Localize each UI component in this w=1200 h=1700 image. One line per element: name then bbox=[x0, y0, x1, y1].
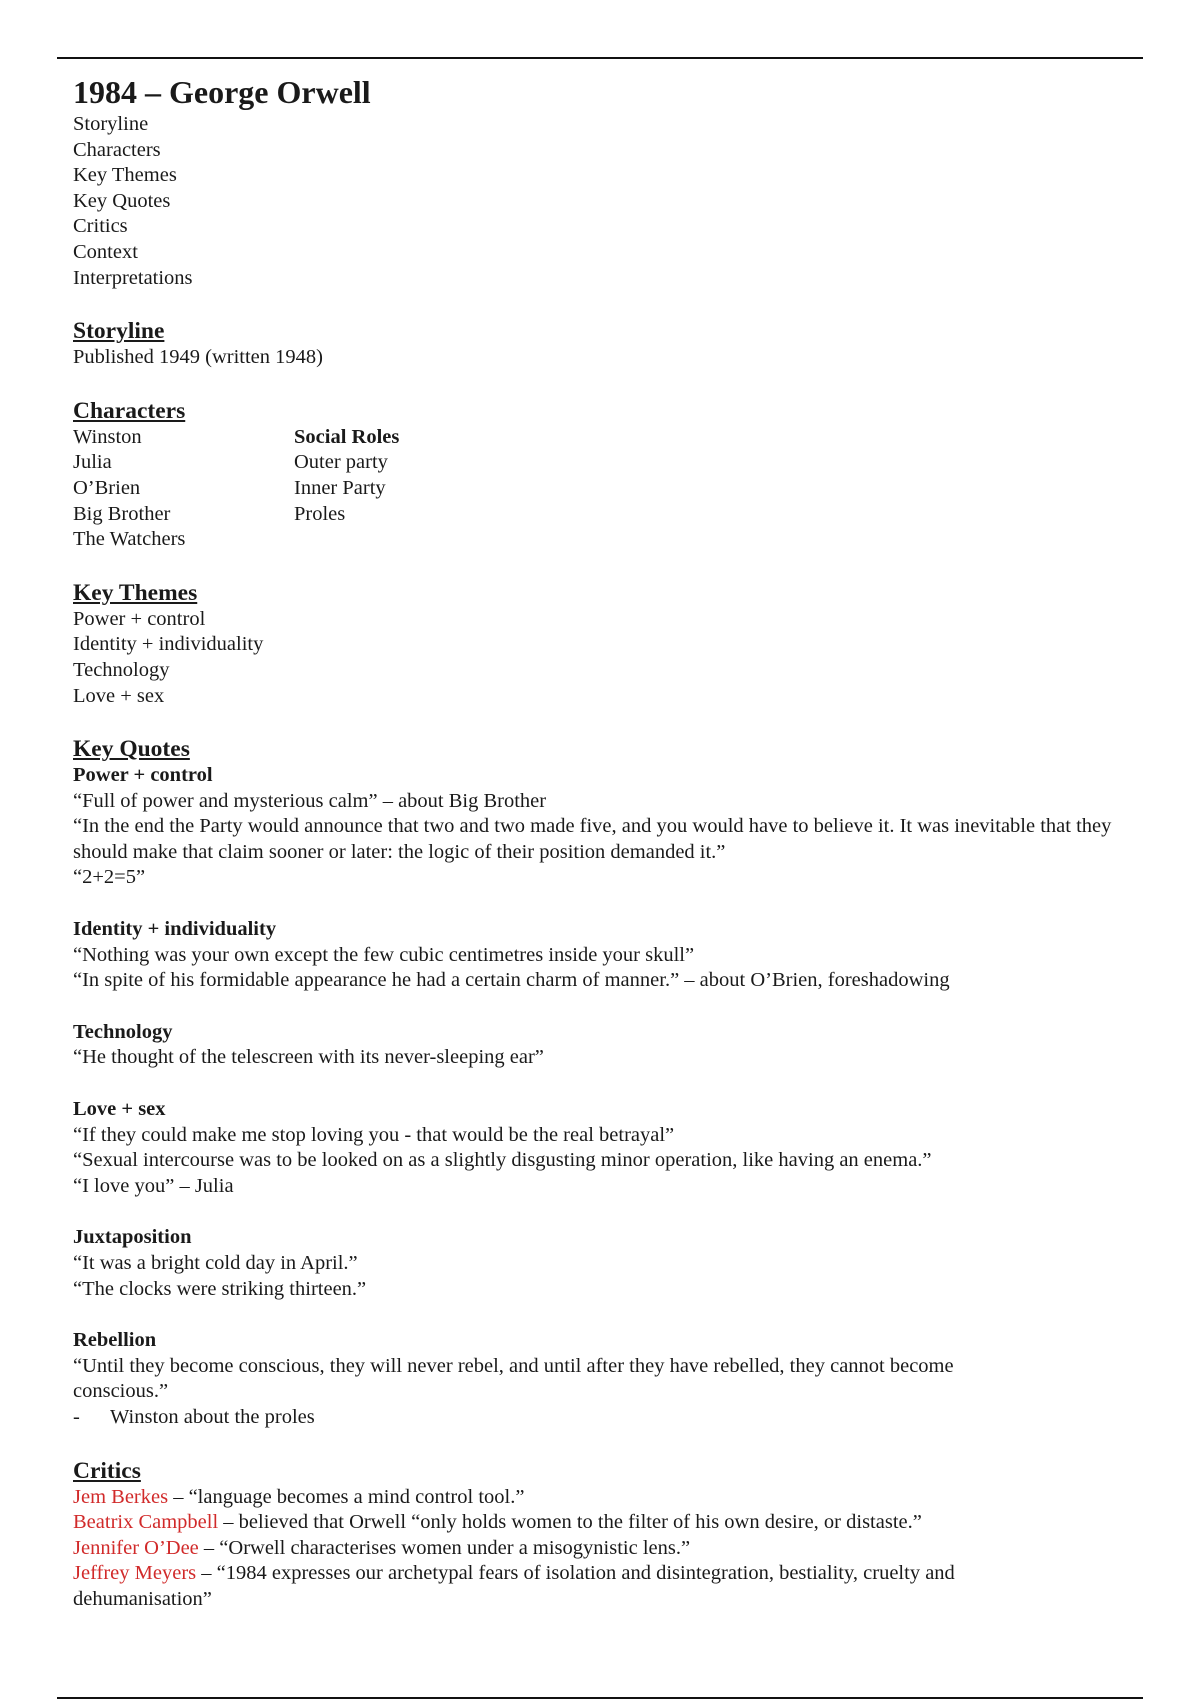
quote-group-title: Juxtaposition bbox=[73, 1226, 192, 1249]
critic-entry bbox=[73, 1536, 1133, 1562]
social-role: Inner Party bbox=[294, 476, 386, 499]
quote-line: “In the end the Party would announce that two and two made five, and you would have to believe it. It was inevitable that they should make that claim sooner or later: the logic of their position demanded it.” bbox=[73, 815, 1112, 863]
toc-item: Storyline bbox=[73, 113, 149, 135]
quote-group-title: Rebellion bbox=[73, 1329, 157, 1352]
document-page bbox=[73, 72, 1133, 1613]
page-title: 1984 – George Orwell bbox=[73, 74, 371, 110]
toc-item: Key Quotes bbox=[73, 189, 171, 212]
character-name: O’Brien bbox=[73, 476, 141, 499]
quote-line: “The clocks were striking thirteen.” bbox=[73, 1277, 367, 1300]
character-names bbox=[73, 425, 294, 553]
character-name: Big Brother bbox=[73, 502, 171, 525]
quote-line: “He thought of the telescreen with its never-sleeping ear” bbox=[73, 1046, 544, 1069]
toc-item: Characters bbox=[73, 138, 161, 161]
quote-group-title: Power + control bbox=[73, 764, 213, 787]
quote-line: “Sexual intercourse was to be looked on as a slightly disgusting minor operation, like having an enema.” bbox=[73, 1149, 932, 1172]
social-roles-heading: Social Roles bbox=[294, 425, 400, 448]
quote-line: “Full of power and mysterious calm” – about Big Brother bbox=[73, 789, 547, 812]
theme-item: Power + control bbox=[73, 607, 206, 630]
quote-group-title: Identity + individuality bbox=[73, 918, 277, 941]
themes-heading: Key Themes bbox=[73, 579, 198, 606]
characters-heading: Characters bbox=[73, 397, 186, 424]
quote-group-title: Technology bbox=[73, 1020, 173, 1043]
quote-group-power bbox=[73, 763, 1133, 891]
storyline-heading: Storyline bbox=[73, 318, 165, 345]
bullet-dash: - bbox=[73, 1405, 80, 1428]
critic-entry bbox=[73, 1510, 1133, 1536]
quote-group-title: Love + sex bbox=[73, 1098, 166, 1121]
bottom-rule bbox=[57, 1697, 1143, 1699]
quote-line: “If they could make me stop loving you - that would be the real betrayal” bbox=[73, 1123, 675, 1146]
quote-line: “Until they become conscious, they will never rebel, and until after they have rebelled, they cannot become conscious.” bbox=[73, 1354, 954, 1403]
social-roles bbox=[294, 425, 594, 553]
quote-line: “Nothing was your own except the few cubic centimetres inside your skull” bbox=[73, 943, 695, 966]
table-of-contents bbox=[73, 112, 1133, 291]
quote-line: “In spite of his formidable appearance he had a certain charm of manner.” – about O’Brien, foreshadowing bbox=[73, 969, 950, 992]
characters-table bbox=[73, 425, 1133, 553]
critic-entry bbox=[73, 1561, 1033, 1612]
critics-list bbox=[73, 1485, 1133, 1613]
critic-quote: – “Orwell characterises women under a misogynistic lens.” bbox=[198, 1536, 691, 1559]
bullet-text: Winston about the proles bbox=[110, 1405, 315, 1428]
theme-item: Identity + individuality bbox=[73, 633, 264, 656]
critic-quote: – believed that Orwell “only holds women to the filter of his own desire, or distaste.” bbox=[218, 1511, 922, 1534]
quotes-heading: Key Quotes bbox=[73, 736, 190, 763]
theme-item: Technology bbox=[73, 658, 170, 681]
critic-name: Jennifer O’Dee bbox=[73, 1536, 199, 1559]
quote-line: “I love you” – Julia bbox=[73, 1174, 234, 1197]
theme-item: Love + sex bbox=[73, 684, 165, 707]
critic-name: Jeffrey Meyers bbox=[73, 1562, 197, 1585]
quote-group-love bbox=[73, 1097, 1133, 1199]
quote-group-juxtaposition bbox=[73, 1225, 1133, 1302]
quote-group-identity bbox=[73, 917, 1133, 994]
social-role: Outer party bbox=[294, 451, 388, 474]
quote-group-technology bbox=[73, 1020, 1133, 1071]
toc-item: Interpretations bbox=[73, 266, 193, 289]
toc-item: Context bbox=[73, 240, 138, 263]
toc-item: Critics bbox=[73, 215, 128, 238]
character-name: The Watchers bbox=[73, 528, 186, 551]
quote-group-rebellion bbox=[73, 1328, 1133, 1430]
quote-line: “It was a bright cold day in April.” bbox=[73, 1252, 358, 1274]
critics-heading: Critics bbox=[73, 1457, 141, 1484]
character-name: Julia bbox=[73, 451, 112, 474]
bullet-item bbox=[73, 1405, 1133, 1431]
critic-entry bbox=[73, 1485, 1133, 1511]
toc-item: Key Themes bbox=[73, 164, 177, 187]
storyline-text: Published 1949 (written 1948) bbox=[73, 346, 323, 369]
quote-line: “2+2=5” bbox=[73, 866, 146, 889]
critic-name: Beatrix Campbell bbox=[73, 1511, 219, 1534]
social-role: Proles bbox=[294, 502, 346, 525]
character-name: Winston bbox=[73, 425, 142, 448]
critic-name: Jem Berkes bbox=[73, 1485, 169, 1508]
top-rule bbox=[57, 57, 1143, 59]
critic-quote: – “language becomes a mind control tool.” bbox=[168, 1485, 525, 1508]
critic-quote: – “1984 expresses our archetypal fears of isolation and disintegration, bestiality, cruelty and dehumanisation” bbox=[73, 1562, 955, 1610]
